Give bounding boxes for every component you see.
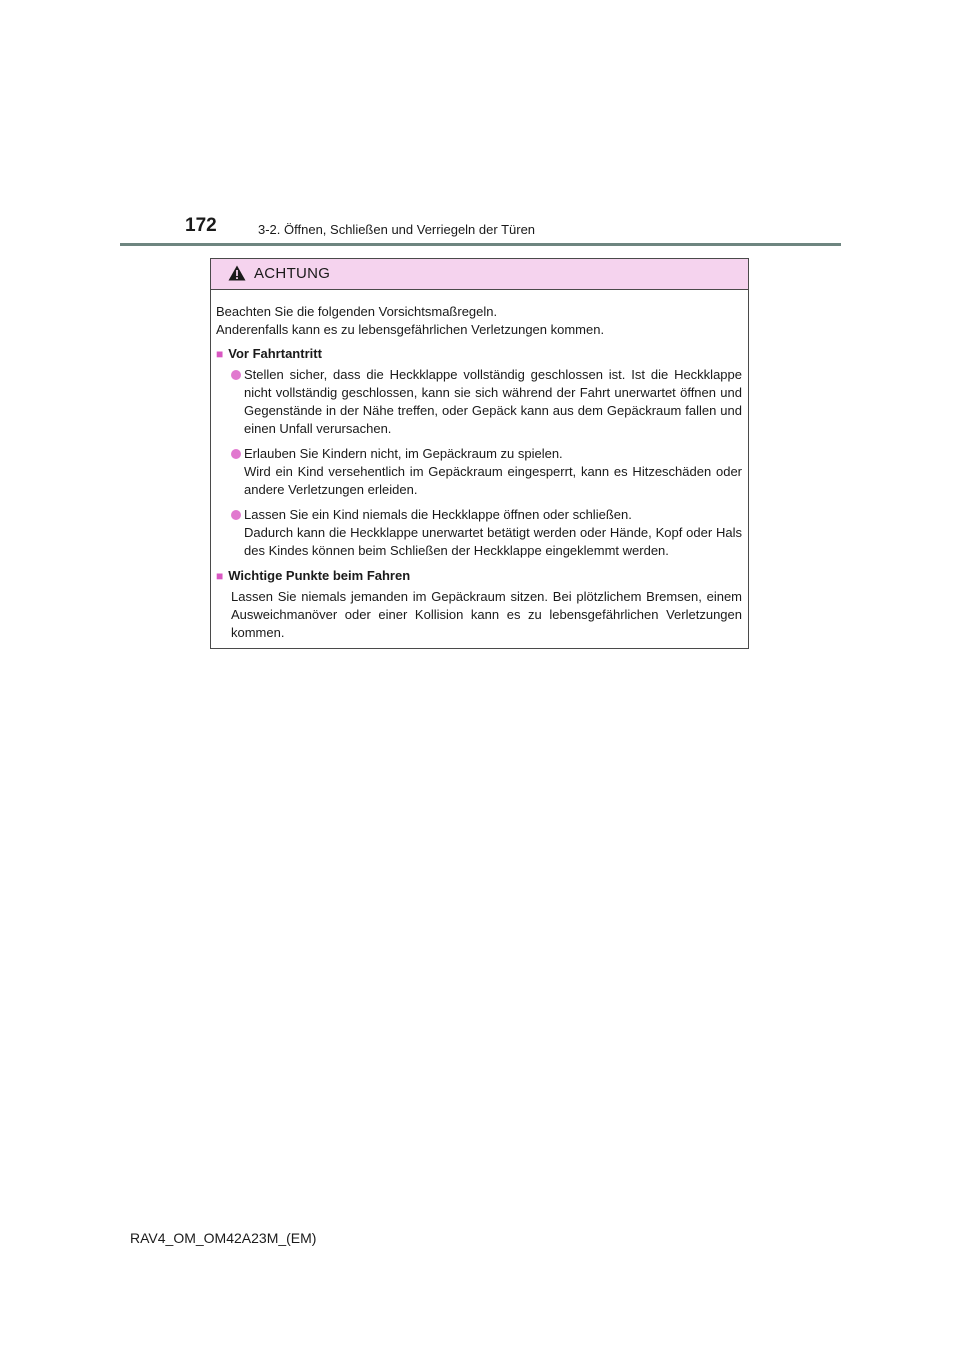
section-heading <box>216 567 742 585</box>
square-bullet-icon: ■ <box>216 569 224 583</box>
section-paragraph: Lassen Sie niemals jemanden im Gepäckraum sitzen. Bei plötzlichem Bremsen, einem Ausweichmanöver oder einer Kollision kann es zu lebensgefährlichen Verletzungen kommen. <box>231 589 742 640</box>
list-item-text: Lassen Sie ein Kind niemals die Heckklappe öffnen oder schließen. <box>244 507 632 522</box>
section-heading-text: Wichtige Punkte beim Fahren <box>228 568 411 583</box>
square-bullet-icon: ■ <box>216 347 224 361</box>
list-item <box>231 445 742 499</box>
warning-box <box>210 258 749 649</box>
list-item <box>231 506 742 560</box>
intro-line: Anderenfalls kann es zu lebensgefährlichen Verletzungen kommen. <box>216 322 605 337</box>
circle-bullet-icon <box>231 449 244 499</box>
warning-intro <box>216 303 742 339</box>
list-item-text: Wird ein Kind versehentlich im Gepäckraum eingesperrt, kann es Hitzeschäden oder andere Verletzungen erleiden. <box>244 464 742 497</box>
warning-title: ACHTUNG <box>254 265 331 282</box>
warning-body <box>211 290 748 642</box>
circle-bullet-icon <box>231 370 244 438</box>
section-title: 3-2. Öffnen, Schließen und Verriegeln der Türen <box>258 222 536 237</box>
section-heading <box>216 345 742 363</box>
section-heading-text: Vor Fahrtantritt <box>228 346 322 361</box>
header-divider <box>120 243 841 246</box>
warning-triangle-icon <box>228 265 246 281</box>
document-id: RAV4_OM_OM42A23M_(EM) <box>130 1230 317 1246</box>
list-item-text: Erlauben Sie Kindern nicht, im Gepäckraum zu spielen. <box>244 446 563 461</box>
list-item <box>231 366 742 438</box>
list-item-text: Dadurch kann die Heckklappe unerwartet betätigt werden oder Hände, Kopf oder Hals des Kindes können beim Schließen der Heckklappe eingeklemmt werden. <box>244 525 742 558</box>
page-number: 172 <box>185 215 217 236</box>
intro-line: Beachten Sie die folgenden Vorsichtsmaßregeln. <box>216 304 498 319</box>
circle-bullet-icon <box>231 510 244 560</box>
list-item-text: Stellen sicher, dass die Heckklappe vollständig geschlossen ist. Ist die Heckklappe nicht vollständig geschlossen, kann sie sich während der Fahrt unerwartet öffnen und Gegenstände in der Nähe treffen, oder Gepäck kann aus dem Gepäckraum fallen und einen Unfall verursachen. <box>244 367 742 436</box>
warning-header <box>211 259 748 290</box>
